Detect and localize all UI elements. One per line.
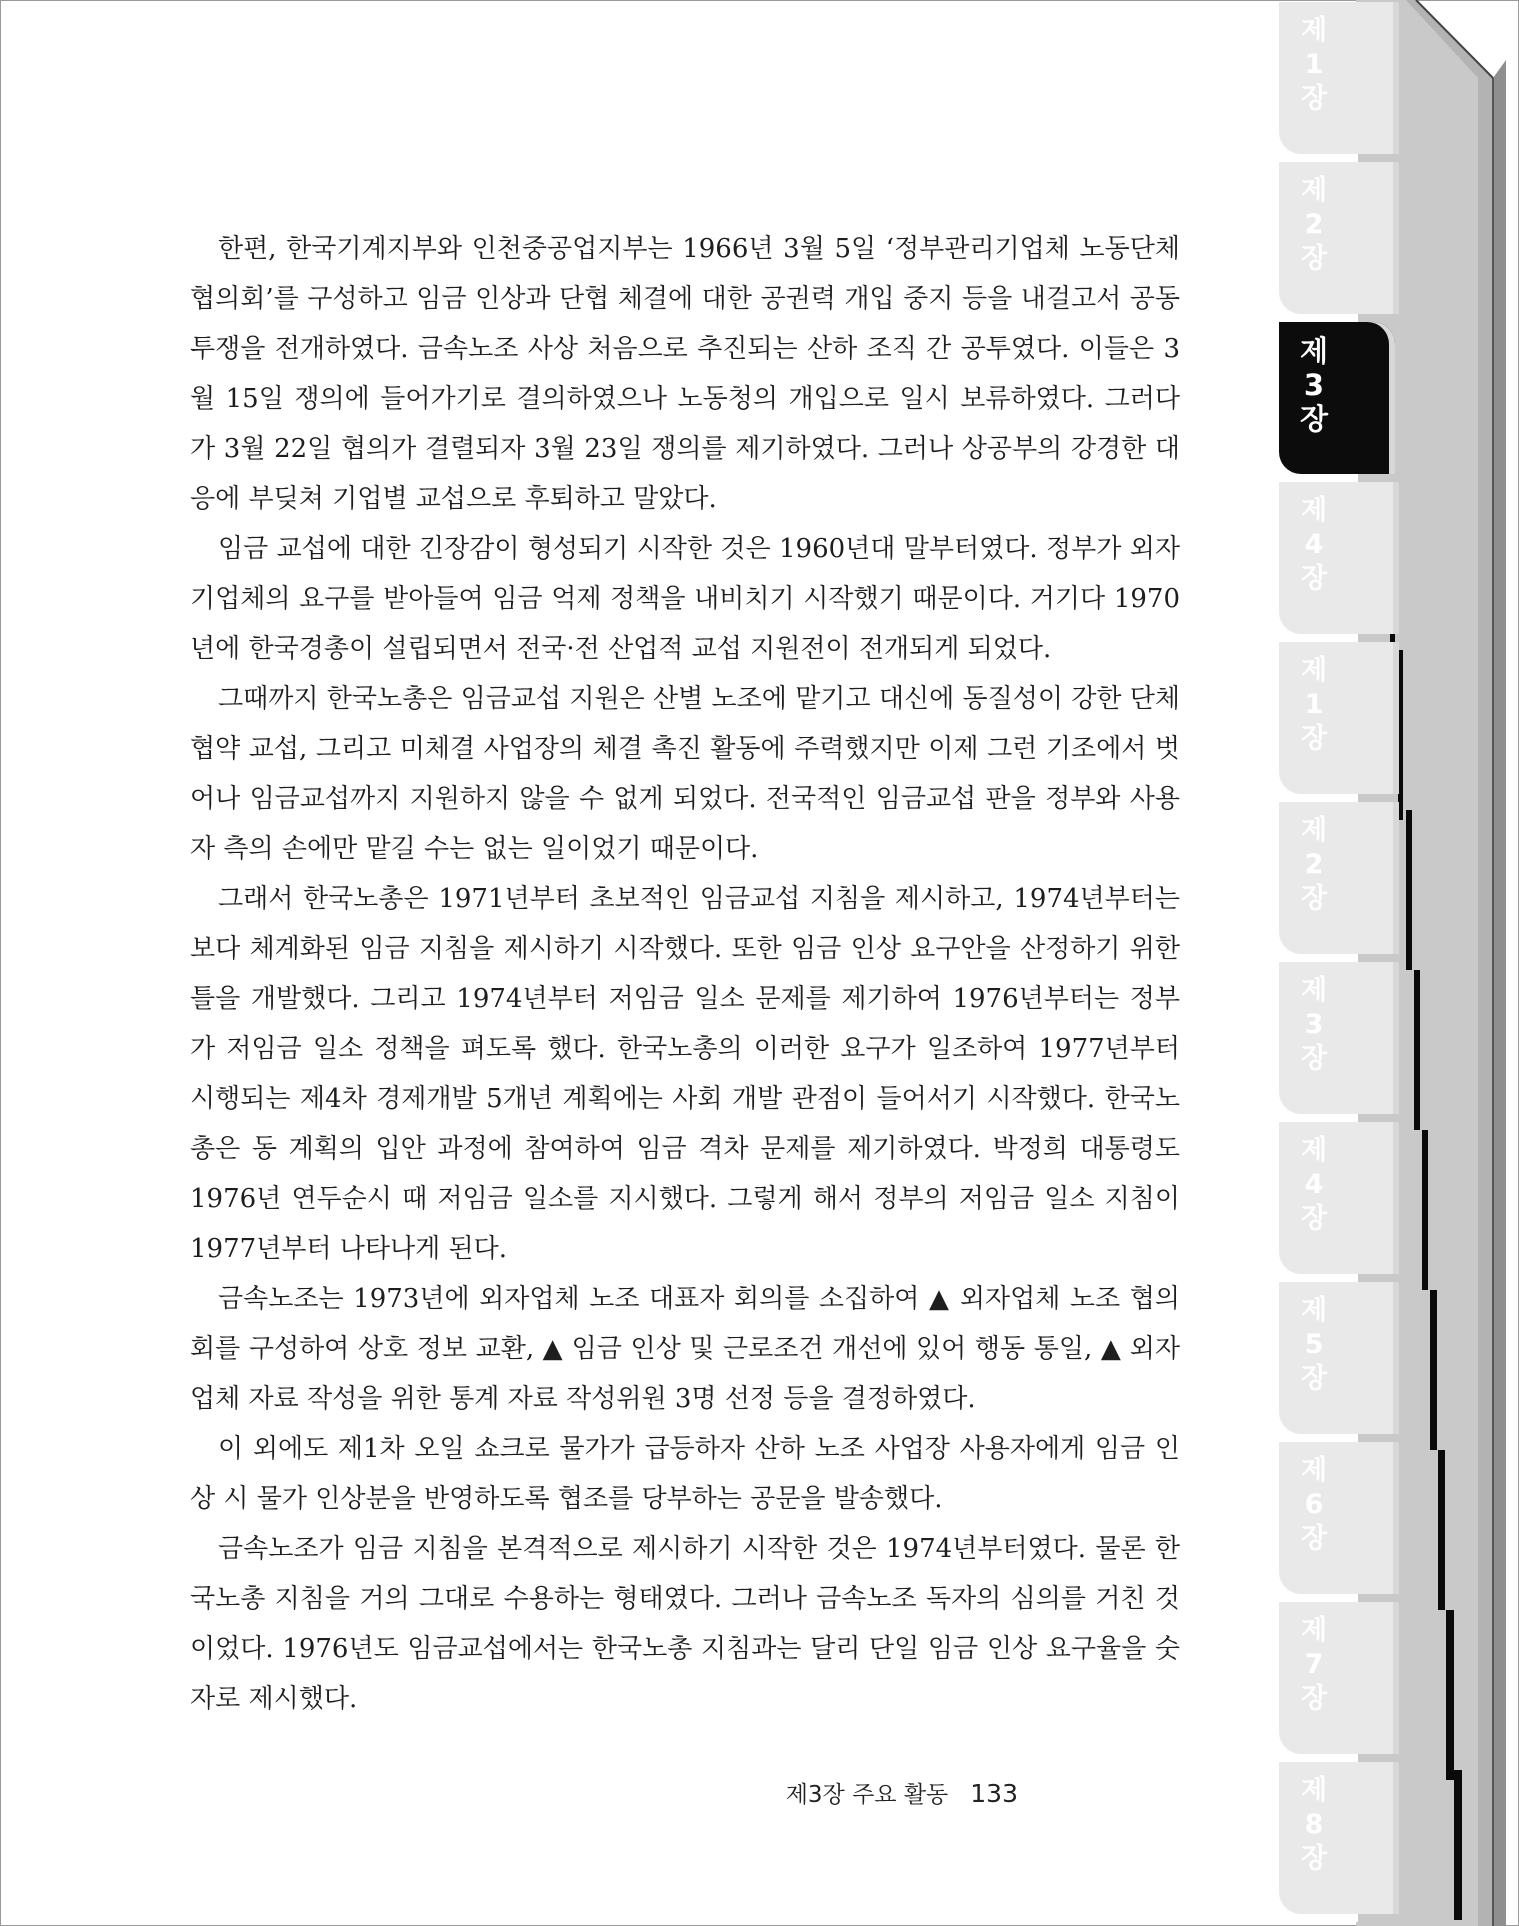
page-number: 133 (970, 1779, 1018, 1808)
paragraph: 그래서 한국노총은 1971년부터 초보적인 임금교섭 지침을 제시하고, 1974년부터는 보다 체계화된 임금 지침을 제시하기 시작했다. 또한 임금 인상 요구안을 산정하기 위한 틀을 개발했다. 그리고 1974년부터 저임금 일소 문제를 제기하여 1976년부터는 정부가 저임금 일소 정책을 펴도록 했다. 한국노총의 이러한 요구가 일조하여 1977년부터 시행되는 제4차 경제개발 5개년 계획에는 사회 개발 관점이 들어서기 시작했다. 한국노총은 동 계획의 입안 과정에 참여하여 임금 격차 문제를 제기하였다. 박정희 대통령도 1976년 연두순시 때 저임금 일소를 지시했다. 그렇게 해서 정부의 저임금 일소 지침이 1977년부터 나타나게 된다. (190, 884, 1180, 1264)
tab-label: 제 5 장 (1300, 1295, 1328, 1394)
tab-label: 제 3 장 (1300, 975, 1328, 1074)
tab-label: 제 3 장 (1299, 334, 1328, 436)
tab-label: 제 1 장 (1300, 15, 1328, 114)
chapter-tab[interactable] (1279, 642, 1399, 794)
tab-label: 제 8 장 (1300, 1775, 1328, 1874)
chapter-tab[interactable] (1279, 2, 1399, 154)
book-page (2, 2, 1358, 1922)
chapter-tab[interactable] (1279, 1442, 1399, 1594)
tab-label: 제 4 장 (1300, 495, 1328, 594)
paragraph: 한편, 한국기계지부와 인천중공업지부는 1966년 3월 5일 ‘정부관리기업체 노동단체협의회’를 구성하고 임금 인상과 단협 체결에 대한 공권력 개입 중지 등을 내걸고서 공동투쟁을 전개하였다. 금속노조 사상 처음으로 추진되는 산하 조직 간 공투였다. 이들은 3월 15일 쟁의에 들어가기로 결의하였으나 노동청의 개입으로 일시 보류하였다. 그러다가 3월 22일 협의가 결렬되자 3월 23일 쟁의를 제기하였다. 그러나 상공부의 강경한 대응에 부딪쳐 기업별 교섭으로 후퇴하고 말았다. (190, 234, 1180, 514)
paragraph: 이 외에도 제1차 오일 쇼크로 물가가 급등하자 산하 노조 사업장 사용자에게 임금 인상 시 물가 인상분을 반영하도록 협조를 당부하는 공문을 발송했다. (190, 1434, 1180, 1514)
paragraph: 금속노조가 임금 지침을 본격적으로 제시하기 시작한 것은 1974년부터였다. 물론 한국노총 지침을 거의 그대로 수용하는 형태였다. 그러나 금속노조 독자의 심의를 거친 것이었다. 1976년도 임금교섭에서는 한국노총 지침과는 달리 단일 임금 인상 요구율을 숫자로 제시했다. (190, 1534, 1180, 1714)
tab-label: 제 2 장 (1300, 175, 1328, 274)
chapter-tab-active[interactable] (1279, 322, 1395, 474)
tab-label: 제 6 장 (1300, 1455, 1328, 1554)
chapter-tab[interactable] (1279, 482, 1399, 634)
tab-label: 제 1 장 (1300, 655, 1328, 754)
paragraph: 임금 교섭에 대한 긴장감이 형성되기 시작한 것은 1960년대 말부터였다. 정부가 외자기업체의 요구를 받아들여 임금 억제 정책을 내비치기 시작했기 때문이다. 거기다 1970년에 한국경총이 설립되면서 전국·전 산업적 교섭 지원전이 전개되게 되었다. (190, 534, 1180, 664)
tab-label: 제 4 장 (1300, 1135, 1328, 1234)
tab-label: 제 2 장 (1300, 815, 1328, 914)
page-footer (786, 1776, 1018, 1809)
chapter-tab[interactable] (1279, 962, 1399, 1114)
chapter-tab[interactable] (1279, 1762, 1399, 1914)
footer-chapter-label: 제3장 주요 활동 (785, 1782, 949, 1808)
chapter-tab[interactable] (1279, 1282, 1399, 1434)
body-text (190, 224, 1180, 1724)
tab-label: 제 7 장 (1300, 1615, 1328, 1714)
chapter-tab[interactable] (1279, 1122, 1399, 1274)
paragraph: 그때까지 한국노총은 임금교섭 지원은 산별 노조에 맡기고 대신에 동질성이 강한 단체협약 교섭, 그리고 미체결 사업장의 체결 촉진 활동에 주력했지만 이제 그런 기조에서 벗어나 임금교섭까지 지원하지 않을 수 없게 되었다. 전국적인 임금교섭 판을 정부와 사용자 측의 손에만 맡길 수는 없는 일이었기 때문이다. (190, 684, 1180, 864)
chapter-tab[interactable] (1279, 802, 1399, 954)
paragraph: 금속노조는 1973년에 외자업체 노조 대표자 회의를 소집하여 ▲ 외자업체 노조 협의회를 구성하여 상호 정보 교환, ▲ 임금 인상 및 근로조건 개선에 있어 행동 통일, ▲ 외자업체 자료 작성을 위한 통계 자료 작성위원 3명 선정 등을 결정하였다. (190, 1284, 1180, 1414)
chapter-tab[interactable] (1279, 1602, 1399, 1754)
chapter-tab[interactable] (1279, 162, 1399, 314)
